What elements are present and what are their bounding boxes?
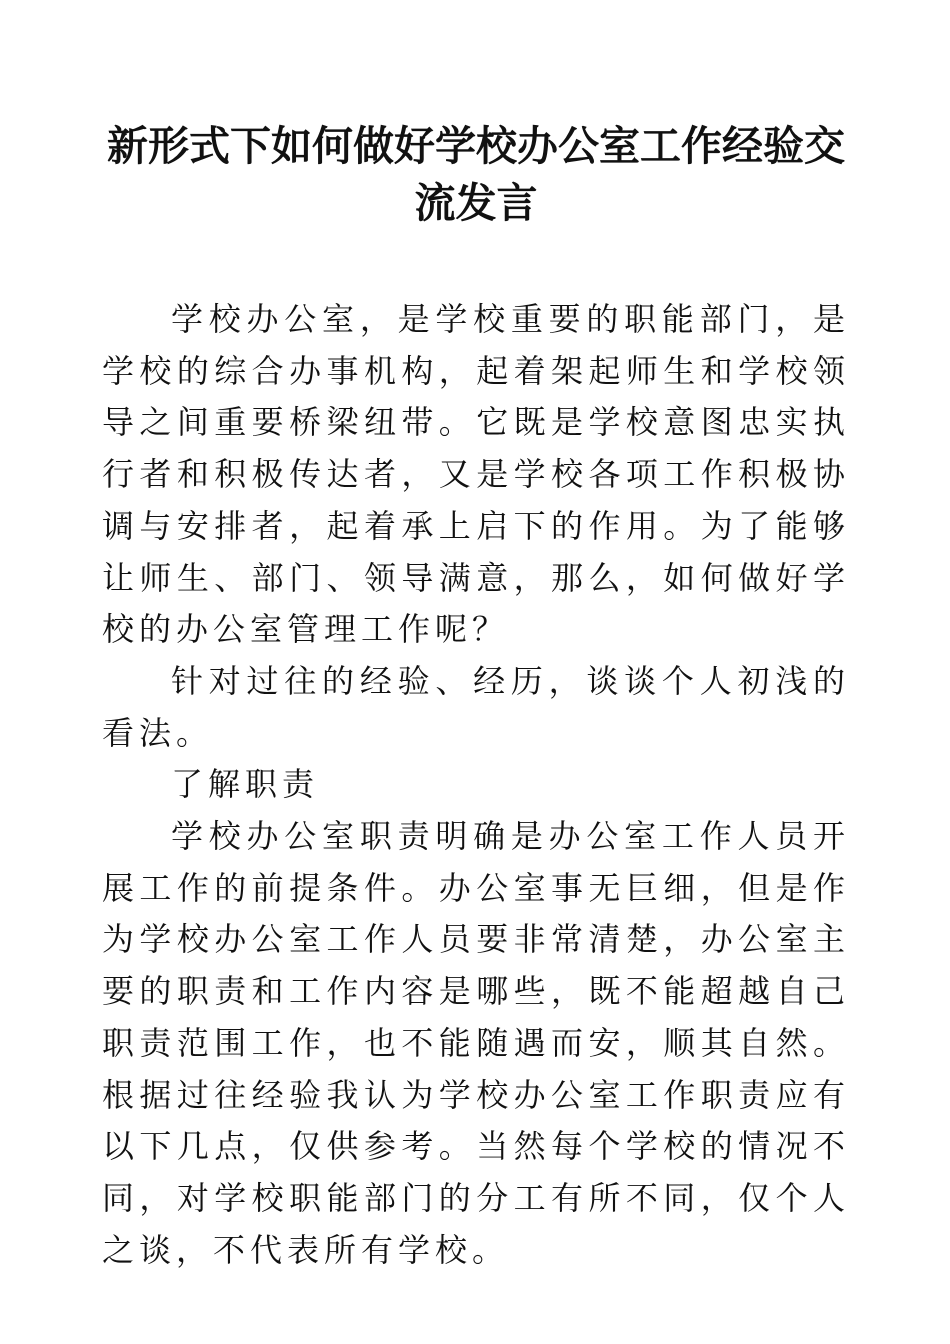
paragraph-experience: 针对过往的经验、经历，谈谈个人初浅的看法。: [102, 661, 850, 752]
paragraph-duties: 学校办公室职责明确是办公室工作人员开展工作的前提条件。办公室事无巨细，但是作为学校办公室工作人员要非常清楚，办公室主要的职责和工作内容是哪些，既不能超越自己职责范围工作，也不能随遇而安，顺其自然。根据过往经验我认为学校办公室工作职责应有以下几点，仅供参考。当然每个学校的情况不同，对学校职能部门的分工有所不同，仅个人之谈，不代表所有学校。: [102, 817, 850, 1269]
section-heading-understand-duties: 了解职责: [171, 765, 320, 804]
document-page: [102, 118, 850, 1276]
paragraph-intro: 学校办公室，是学校重要的职能部门，是学校的综合办事机构，起着架起师生和学校领导之间重要桥梁纽带。它既是学校意图忠实执行者和积极传达者，又是学校各项工作积极协调与安排者，起着承上启下的作用。为了能够让师生、部门、领导满意，那么，如何做好学校的办公室管理工作呢？: [102, 300, 850, 649]
document-body: [102, 294, 850, 1276]
document-title: 新形式下如何做好学校办公室工作经验交流发言: [107, 122, 845, 227]
